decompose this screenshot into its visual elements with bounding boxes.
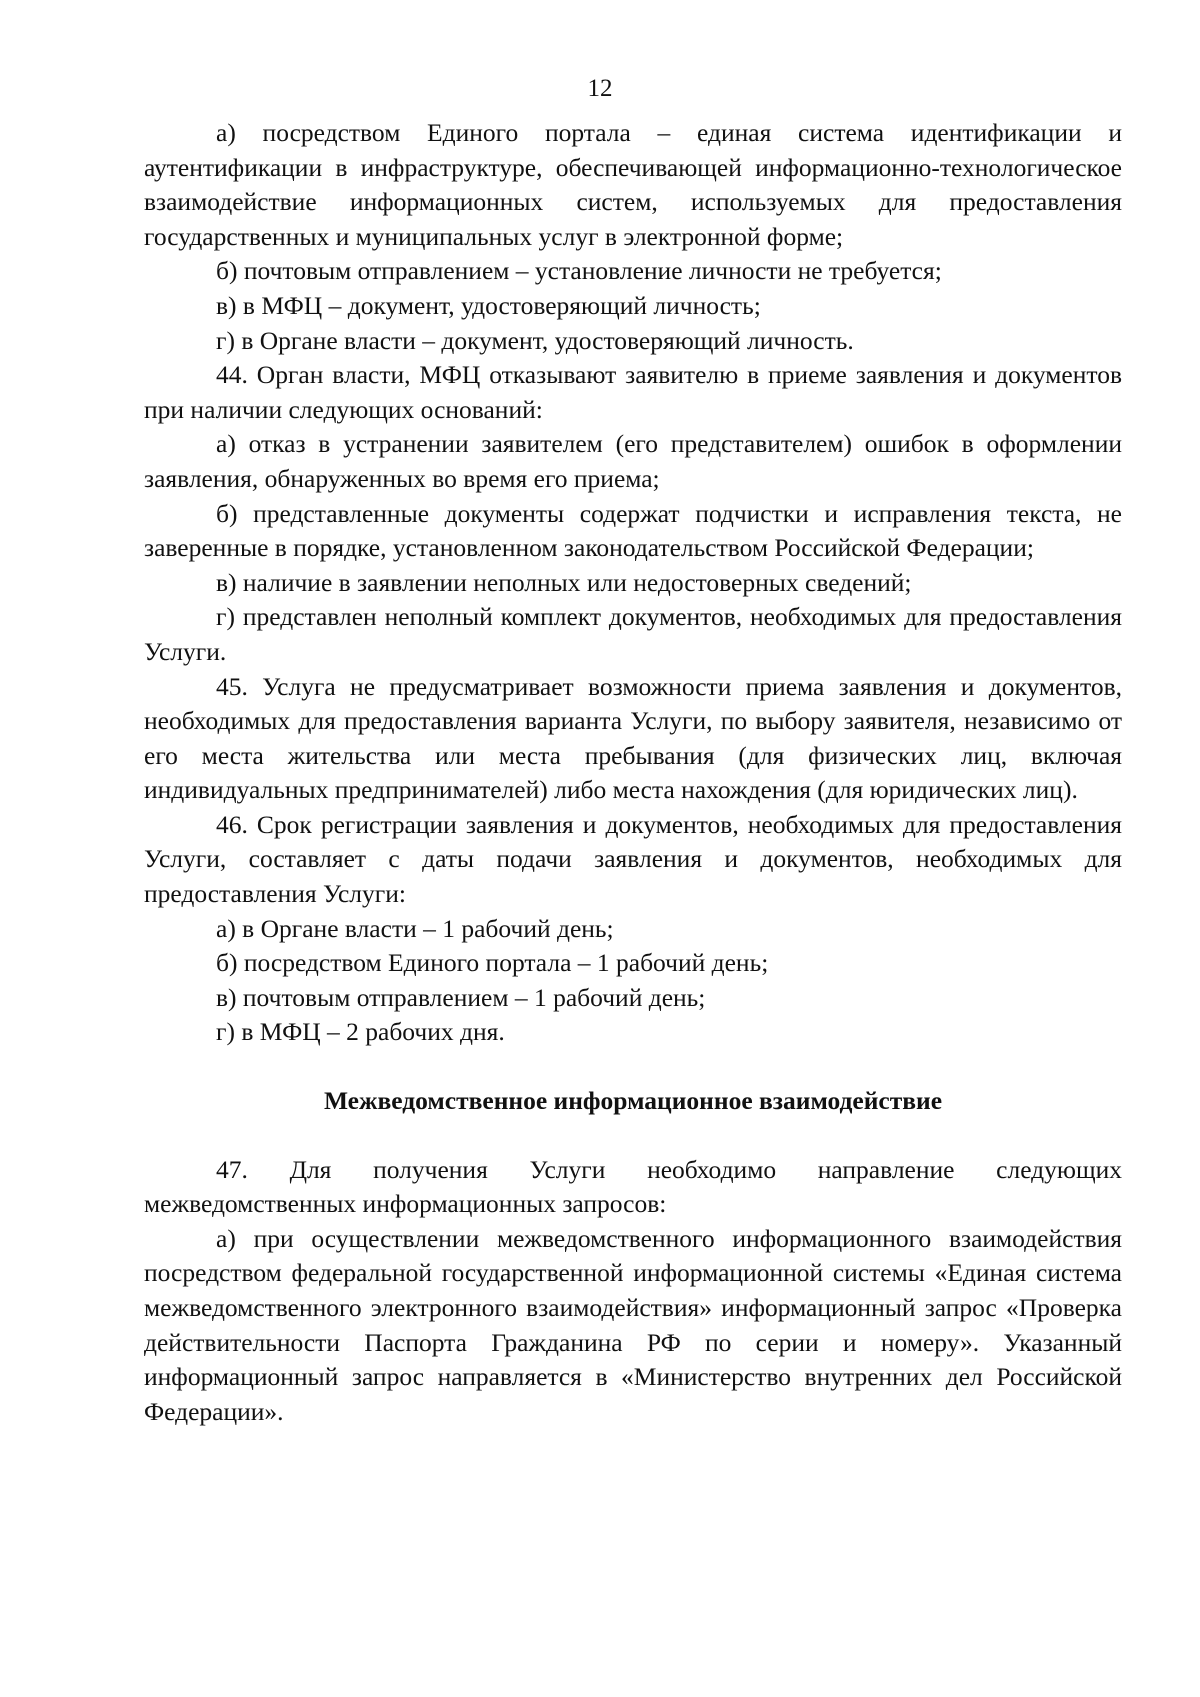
paragraph: 47. Для получения Услуги необходимо направление следующих межведомственных информационных запросов: bbox=[144, 1154, 1122, 1219]
paragraph: а) при осуществлении межведомственного информационного взаимодействия посредством федеральной государственной информационной системы «Единая система межведомственного электронного взаимодействия» информационный запрос «Проверка действительности Паспорта Гражданина РФ по серии и номеру». Указанный информационный запрос направляется в «Министерство внутренних дел Российской Федерации». bbox=[144, 1223, 1122, 1426]
paragraph: в) наличие в заявлении неполных или недостоверных сведений; bbox=[216, 567, 912, 597]
paragraph: г) в Органе власти – документ, удостоверяющий личность. bbox=[216, 325, 854, 355]
paragraph: б) посредством Единого портала – 1 рабочий день; bbox=[216, 948, 769, 978]
page-number: 12 bbox=[587, 75, 613, 102]
paragraph: а) отказ в устранении заявителем (его представителем) ошибок в оформлении заявления, обнаруженных во время его приема; bbox=[144, 429, 1122, 493]
paragraph: а) посредством Единого портала – единая система идентификации и аутентификации в инфраструктуре, обеспечивающей информационно-технологическое взаимодействие информационных систем, используемых для предоставления государственных и муниципальных услуг в электронной форме; bbox=[144, 118, 1122, 251]
paragraph: б) представленные документы содержат подчистки и исправления текста, не заверенные в порядке, установленном законодательством Российской Федерации; bbox=[144, 498, 1122, 563]
paragraph: а) в Органе власти – 1 рабочий день; bbox=[216, 913, 614, 943]
paragraph: г) представлен неполный комплект документов, необходимых для предоставления Услуги. bbox=[144, 602, 1122, 666]
document-body bbox=[144, 116, 1122, 1429]
paragraph: 46. Срок регистрации заявления и документов, необходимых для предоставления Услуги, составляет с даты подачи заявления и документов, необходимых для предоставления Услуги: bbox=[144, 809, 1122, 909]
section-heading: Межведомственное информационное взаимодействие bbox=[323, 1086, 943, 1116]
paragraph: 44. Орган власти, МФЦ отказывают заявителю в приеме заявления и документов при наличии следующих оснований: bbox=[144, 360, 1122, 424]
paragraph: в) почтовым отправлением – 1 рабочий день; bbox=[216, 982, 706, 1012]
paragraph: г) в МФЦ – 2 рабочих дня. bbox=[216, 1017, 505, 1047]
paragraph: б) почтовым отправлением – установление личности не требуется; bbox=[216, 256, 942, 286]
paragraph: 45. Услуга не предусматривает возможности приема заявления и документов, необходимых для предоставления варианта Услуги, по выбору заявителя, независимо от его места жительства или места пребывания (для физических лиц, включая индивидуальных предпринимателей) либо места нахождения (для юридических лиц). bbox=[144, 671, 1122, 805]
paragraph: в) в МФЦ – документ, удостоверяющий личность; bbox=[216, 290, 761, 320]
